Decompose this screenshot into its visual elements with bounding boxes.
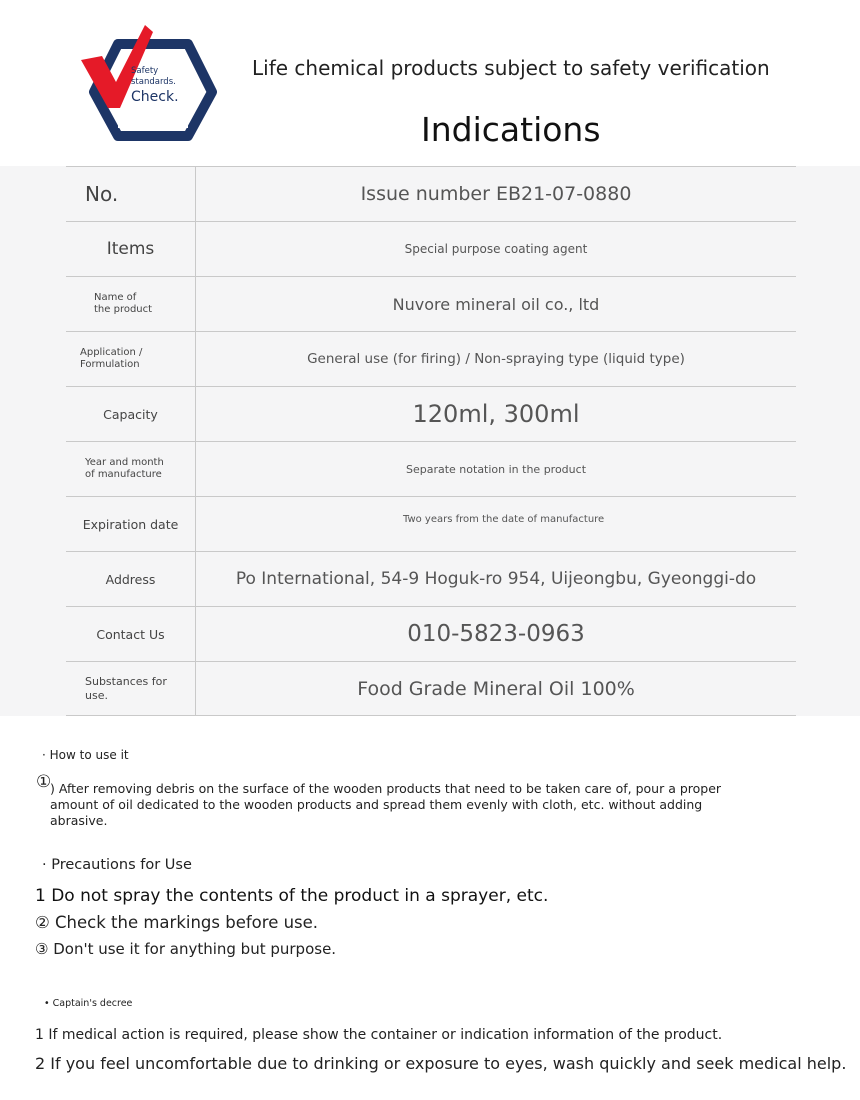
indications-table-area [0, 166, 860, 716]
row-value-substances: Food Grade Mineral Oil 100% [357, 677, 635, 700]
decree-label: Captain's decree [52, 998, 133, 1009]
bullet-dot: · [42, 748, 46, 762]
row-value-address: Po International, 54-9 Hoguk-ro 954, Uijeongbu, Gyeonggi-do [235, 569, 757, 589]
row-value-manufacture-date: Separate notation in the product [405, 462, 587, 476]
table-row [66, 166, 796, 221]
table-row [66, 331, 796, 386]
row-label-product-name: Name of the product [66, 277, 196, 331]
page-subtitle: Life chemical products subject to safety verification [252, 56, 770, 80]
precaution-item-1: 1 Do not spray the contents of the product in a sprayer, etc. [35, 886, 549, 906]
page-title: Indications [421, 110, 601, 149]
table-row [66, 551, 796, 606]
table-row [66, 606, 796, 661]
row-value-application: General use (for firing) / Non-spraying type (liquid type) [307, 351, 685, 367]
logo-line-standards: standards. [131, 77, 176, 87]
row-label-substances: Substances for use. [66, 662, 196, 715]
logo-text [131, 66, 179, 106]
row-label-address: Address [66, 552, 196, 606]
table-row [66, 496, 796, 551]
row-label-expiration: Expiration date [66, 497, 196, 551]
logo-line-safety: Safety [131, 66, 159, 76]
row-value-items: Special purpose coating agent [404, 242, 588, 256]
precaution-item-3: ③ Don't use it for anything but purpose. [35, 940, 337, 958]
table-row [66, 276, 796, 331]
row-value-issue-number: Issue number EB21-07-0880 [360, 183, 632, 205]
precaution-item-2: ② Check the markings before use. [35, 913, 319, 932]
header [0, 0, 860, 166]
table-row [66, 221, 796, 276]
row-label-capacity: Capacity [66, 387, 196, 441]
how-to-use-heading [42, 748, 129, 762]
row-value-capacity: 120ml, 300ml [412, 400, 580, 428]
how-to-use-text: ) After removing debris on the surface of the wooden products that need to be taken care of, pour a proper amount of oil dedicated to the wooden products and spread them evenly with cloth, etc. without adding abrasive. [50, 781, 722, 828]
row-value-product-name: Nuvore mineral oil co., ltd [392, 294, 600, 314]
logo-line-check: Check. [131, 89, 179, 105]
precautions-label: Precautions for Use [51, 857, 192, 873]
how-to-use-marker: ① [36, 772, 52, 792]
table-row [66, 441, 796, 496]
row-label-application: Application / Formulation [66, 332, 196, 386]
row-label-items: Items [66, 222, 196, 276]
precautions-heading [42, 857, 192, 873]
indications-table [66, 166, 796, 716]
row-label-manufacture-date: Year and month of manufacture [66, 442, 196, 496]
decree-item-2: 2 If you feel uncomfortable due to drinking or exposure to eyes, wash quickly and seek medical help. [35, 1054, 847, 1073]
bullet-dot: • [44, 998, 50, 1009]
table-row [66, 661, 796, 716]
how-to-use-label: How to use it [49, 748, 129, 762]
row-value-contact: 010-5823-0963 [407, 621, 585, 647]
row-value-expiration: Two years from the date of manufacture [403, 514, 605, 525]
decree-item-1: 1 If medical action is required, please show the container or indication information of the product. [35, 1027, 723, 1043]
row-label-no: No. [66, 167, 196, 221]
bullet-dot: · [42, 857, 47, 873]
table-row [66, 386, 796, 441]
decree-heading [44, 998, 132, 1009]
row-label-contact: Contact Us [66, 607, 196, 661]
